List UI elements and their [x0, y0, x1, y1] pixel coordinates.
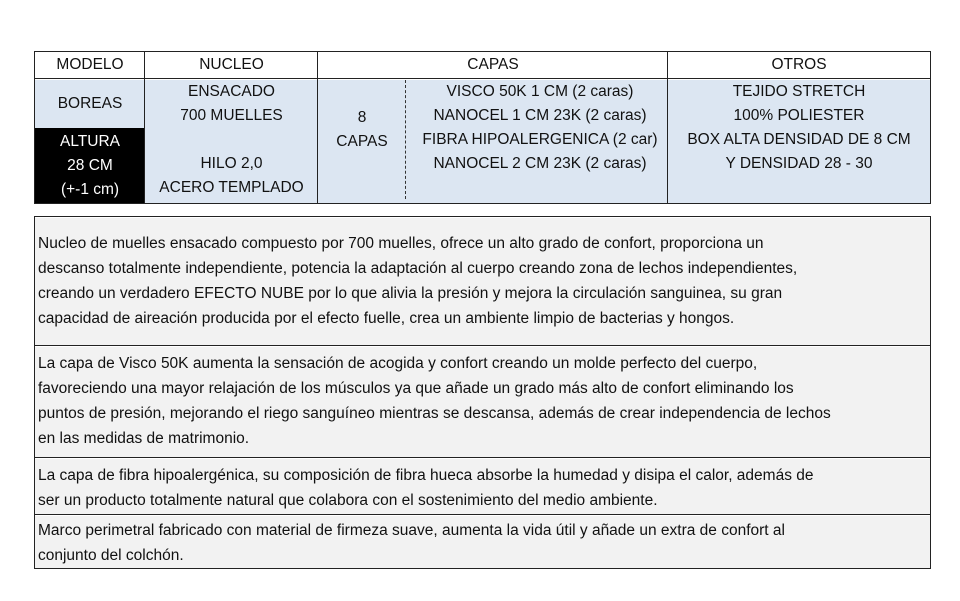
capas-count-number: 8: [357, 109, 367, 126]
description-line: puntos de presión, mejorando el riego sanguíneo mientras se descansa, además de crear independencia de lechos: [38, 405, 831, 422]
nucleo-line-4: HILO 2,0: [200, 155, 263, 172]
column-divider: [144, 52, 145, 203]
altura-label: ALTURA: [59, 133, 120, 150]
modelo-name: BOREAS: [35, 80, 145, 128]
section-divider: [34, 345, 931, 346]
capas-count-cell: [318, 80, 406, 203]
description-line: Nucleo de muelles ensacado compuesto por 700 muelles, ofrece un alto grado de confort, proporciona un: [38, 235, 764, 252]
otros-line-1: TEJIDO STRETCH: [732, 83, 866, 100]
description-line: capacidad de aireación producida por el efecto fuelle, crea un ambiente limpio de bacterias y hongos.: [38, 310, 735, 327]
description-nucleo: [34, 218, 931, 345]
otros-line-3: BOX ALTA DENSIDAD DE 8 CM: [687, 131, 911, 148]
column-divider: [667, 52, 668, 203]
capa-1: VISCO 50K 1 CM (2 caras): [446, 83, 634, 100]
description-line: Marco perimetral fabricado con material de firmeza suave, aumenta la vida útil y añade un extra de confort al: [38, 522, 785, 539]
section-divider: [34, 457, 931, 458]
description-line: descanso totalmente independiente, potencia la adaptación al cuerpo creando zona de lechos independientes,: [38, 260, 798, 277]
dashed-divider: [405, 80, 406, 199]
spec-table: [34, 51, 931, 204]
description-line: en las medidas de matrimonio.: [38, 430, 250, 447]
nucleo-line-2: 700 MUELLES: [180, 107, 283, 124]
description-line: La capa de Visco 50K aumenta la sensación de acogida y confort creando un molde perfecto del cuerpo,: [38, 355, 758, 372]
capa-4: NANOCEL 2 CM 23K (2 caras): [433, 155, 647, 172]
otros-line-4: Y DENSIDAD 28 - 30: [725, 155, 873, 172]
otros-line-2: 100% POLIESTER: [733, 107, 865, 124]
header-nucleo: NUCLEO: [145, 52, 318, 79]
description-line: ser un producto totalmente natural que colabora con el sostenimiento del medio ambiente.: [38, 492, 658, 509]
header-capas: CAPAS: [318, 52, 668, 79]
description-visco: [34, 347, 931, 457]
otros-cell: [668, 80, 930, 203]
capas-count-label: CAPAS: [336, 133, 388, 150]
nucleo-line-5: ACERO TEMPLADO: [159, 179, 304, 196]
header-modelo: MODELO: [35, 52, 145, 79]
altura-cell: [35, 128, 145, 203]
capa-3: FIBRA HIPOALERGENICA (2 car): [422, 131, 658, 148]
altura-tolerance: (+-1 cm): [60, 181, 120, 198]
column-divider: [317, 52, 318, 203]
nucleo-line-1: ENSACADO: [188, 83, 275, 100]
description-line: favoreciendo una mayor relajación de los músculos ya que añade un grado más alto de confort eliminando los: [38, 380, 794, 397]
nucleo-cell: [145, 80, 318, 203]
section-divider: [34, 514, 931, 515]
altura-value: 28 CM: [67, 157, 113, 174]
capas-list-cell: [406, 80, 668, 203]
description-line: conjunto del colchón.: [38, 547, 184, 564]
description-marco: [34, 516, 931, 568]
description-line: La capa de fibra hipoalergénica, su composición de fibra hueca absorbe la humedad y disipa el calor, además de: [38, 467, 814, 484]
description-line: creando un verdadero EFECTO NUBE por lo que alivia la presión y mejora la circulación sanguinea, su gran: [38, 285, 783, 302]
nucleo-line-3: [145, 128, 318, 152]
header-otros: OTROS: [668, 52, 930, 79]
description-fibra: [34, 459, 931, 515]
capa-2: NANOCEL 1 CM 23K (2 caras): [433, 107, 647, 124]
